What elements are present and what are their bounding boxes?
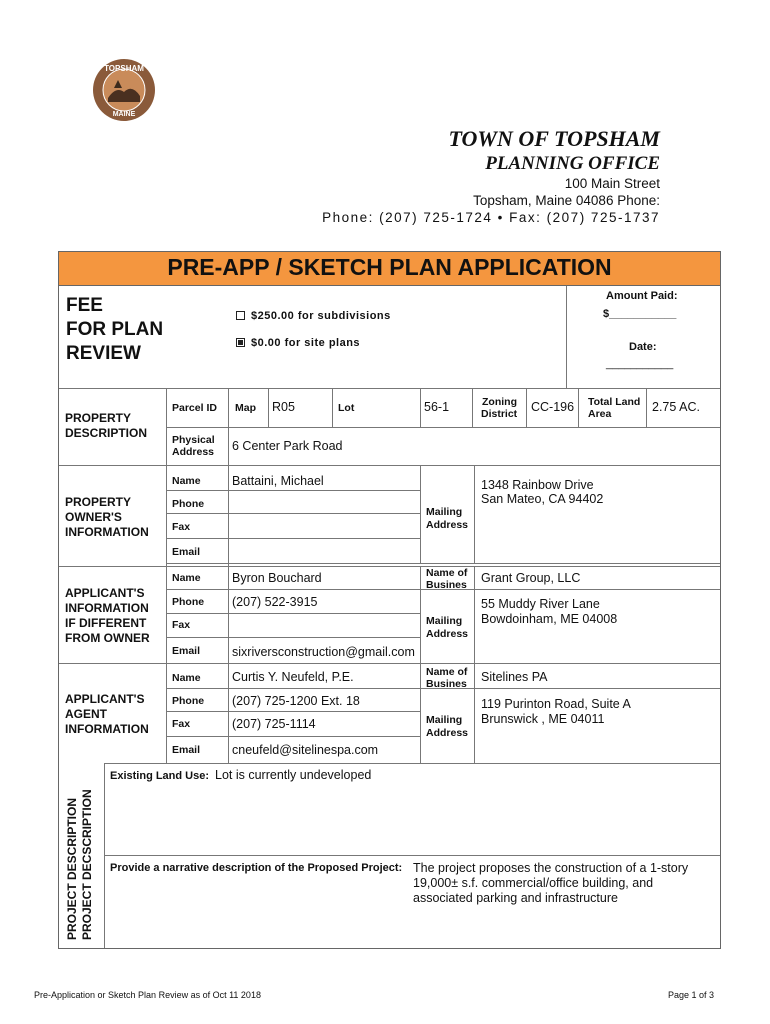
owner-section-line1: PROPERTY: [65, 495, 132, 509]
applicant-business-label-line1: Name of: [426, 567, 468, 579]
owner-mailing-line1[interactable]: 1348 Rainbow Drive: [481, 478, 594, 492]
agent-email-label: Email: [172, 744, 201, 756]
agent-business-label-line2: Busines: [426, 678, 467, 690]
applicant-mailing-line1[interactable]: 55 Muddy River Lane: [481, 597, 600, 611]
map-field[interactable]: R05: [272, 400, 295, 414]
date-field[interactable]: ___________: [606, 358, 674, 370]
agent-name-label: Name: [172, 672, 201, 684]
street-address: 100 Main Street: [564, 176, 660, 191]
city-address: Topsham, Maine 04086 Phone:: [473, 193, 660, 208]
zoning-field[interactable]: CC-196: [531, 400, 575, 414]
narrative-line1[interactable]: The project proposes the construction of a 1-story: [413, 861, 689, 875]
applicant-phone-label: Phone: [172, 596, 205, 608]
applicant-mailing-label-line1: Mailing: [426, 615, 463, 627]
physical-address-label-line2: Address: [172, 446, 215, 458]
applicant-mailing-label-line2: Address: [426, 628, 469, 640]
owner-name-label: Name: [172, 475, 201, 487]
agent-section-line3: INFORMATION: [65, 722, 149, 736]
zoning-label-line1: Zoning: [482, 396, 517, 408]
agent-fax-label: Fax: [172, 718, 191, 730]
physical-address-label-line1: Physical: [172, 434, 215, 446]
fee-label-line1: FEE: [66, 295, 103, 316]
fee-label-line2: FOR PLAN: [66, 319, 164, 340]
applicant-section-line3: IF DIFFERENT: [65, 616, 147, 630]
logo-text-bottom: MAINE: [112, 111, 136, 118]
map-label: Map: [235, 402, 256, 414]
narrative-line3[interactable]: associated parking and infrastructure: [413, 891, 618, 905]
town-seal-logo: [92, 58, 156, 122]
project-description-vertical-line2: PROJECT DECSCRIPTION: [80, 789, 94, 940]
existing-land-use-label: Existing Land Use:: [110, 770, 210, 782]
agent-email-field[interactable]: cneufeld@sitelinespa.com: [232, 743, 379, 757]
applicant-section-line2: INFORMATION: [65, 601, 149, 615]
applicant-name-field[interactable]: Byron Bouchard: [232, 571, 322, 585]
applicant-business-label-line2: Busines: [426, 579, 467, 591]
owner-mailing-line2[interactable]: San Mateo, CA 94402: [481, 492, 604, 506]
existing-land-use-field[interactable]: Lot is currently undeveloped: [215, 768, 372, 782]
applicant-mailing-line2[interactable]: Bowdoinham, ME 04008: [481, 612, 618, 626]
applicant-business-field[interactable]: Grant Group, LLC: [481, 571, 581, 585]
applicant-section-line1: APPLICANT'S: [65, 586, 145, 600]
date-label: Date:: [629, 341, 657, 353]
owner-email-label: Email: [172, 546, 201, 558]
agent-section-line2: AGENT: [65, 707, 107, 721]
property-description-line1: PROPERTY: [65, 411, 132, 425]
project-description-vertical-line1: PROJECT DESCRIPTION: [65, 797, 79, 940]
agent-mailing-line1[interactable]: 119 Purinton Road, Suite A: [481, 697, 631, 711]
owner-fax-label: Fax: [172, 521, 191, 533]
agent-mailing-line2[interactable]: Brunswick , ME 04011: [481, 712, 605, 726]
subdivisions-option-label: $250.00 for subdivisions: [251, 310, 391, 322]
agent-business-field[interactable]: Sitelines PA: [481, 670, 548, 684]
agent-mailing-label-line2: Address: [426, 727, 469, 739]
narrative-line2[interactable]: 19,000± s.f. commercial/office building, and: [413, 876, 654, 890]
site-plans-checkbox[interactable]: [236, 338, 245, 347]
narrative-label: Provide a narrative description of the Proposed Project:: [110, 862, 403, 874]
total-area-label-line2: Area: [588, 408, 612, 420]
amount-paid-field[interactable]: $___________: [603, 308, 677, 320]
total-area-label-line1: Total Land: [588, 396, 641, 408]
site-plans-option-label: $0.00 for site plans: [251, 337, 361, 349]
subdivisions-checkbox[interactable]: [236, 311, 245, 320]
agent-business-label-line1: Name of: [426, 666, 468, 678]
phone-fax: Phone: (207) 725-1724 • Fax: (207) 725-1737: [322, 210, 660, 225]
form-title: PRE-APP / SKETCH PLAN APPLICATION: [167, 254, 612, 280]
zoning-label-line2: District: [481, 408, 518, 420]
agent-section-line1: APPLICANT'S: [65, 692, 145, 706]
total-area-field[interactable]: 2.75 AC.: [652, 400, 700, 414]
footer-revision: Pre-Application or Sketch Plan Review as of Oct 11 2018: [34, 990, 261, 1000]
logo-text-top: TOPSHAM: [104, 64, 144, 73]
applicant-phone-field[interactable]: (207) 522-3915: [232, 595, 318, 609]
agent-mailing-label-line1: Mailing: [426, 714, 463, 726]
footer-page-number: Page 1 of 3: [668, 990, 715, 1000]
owner-phone-label: Phone: [172, 498, 205, 510]
lot-field[interactable]: 56-1: [424, 400, 450, 414]
property-description-line2: DESCRIPTION: [65, 426, 148, 440]
owner-name-field[interactable]: Battaini, Michael: [232, 474, 324, 488]
applicant-name-label: Name: [172, 572, 201, 584]
physical-address-field[interactable]: 6 Center Park Road: [232, 439, 343, 453]
applicant-fax-label: Fax: [172, 619, 191, 631]
town-name: TOWN OF TOPSHAM: [448, 126, 660, 151]
agent-name-field[interactable]: Curtis Y. Neufeld, P.E.: [232, 670, 354, 684]
agent-fax-field[interactable]: (207) 725-1114: [232, 717, 316, 731]
owner-section-line3: INFORMATION: [65, 525, 149, 539]
office-name: PLANNING OFFICE: [485, 153, 660, 174]
owner-section-line2: OWNER'S: [65, 510, 122, 524]
fee-label-line3: REVIEW: [66, 343, 141, 364]
owner-mailing-label-line1: Mailing: [426, 506, 463, 518]
application-form: [58, 251, 721, 949]
lot-label: Lot: [338, 402, 355, 414]
agent-phone-label: Phone: [172, 695, 205, 707]
amount-paid-label: Amount Paid:: [606, 290, 678, 302]
parcel-id-label: Parcel ID: [172, 402, 217, 414]
agent-phone-field[interactable]: (207) 725-1200 Ext. 18: [232, 694, 360, 708]
applicant-email-label: Email: [172, 645, 201, 657]
applicant-section-line4: FROM OWNER: [65, 631, 150, 645]
applicant-email-field[interactable]: sixriversconstruction@gmail.com: [232, 645, 415, 659]
owner-mailing-label-line2: Address: [426, 519, 469, 531]
